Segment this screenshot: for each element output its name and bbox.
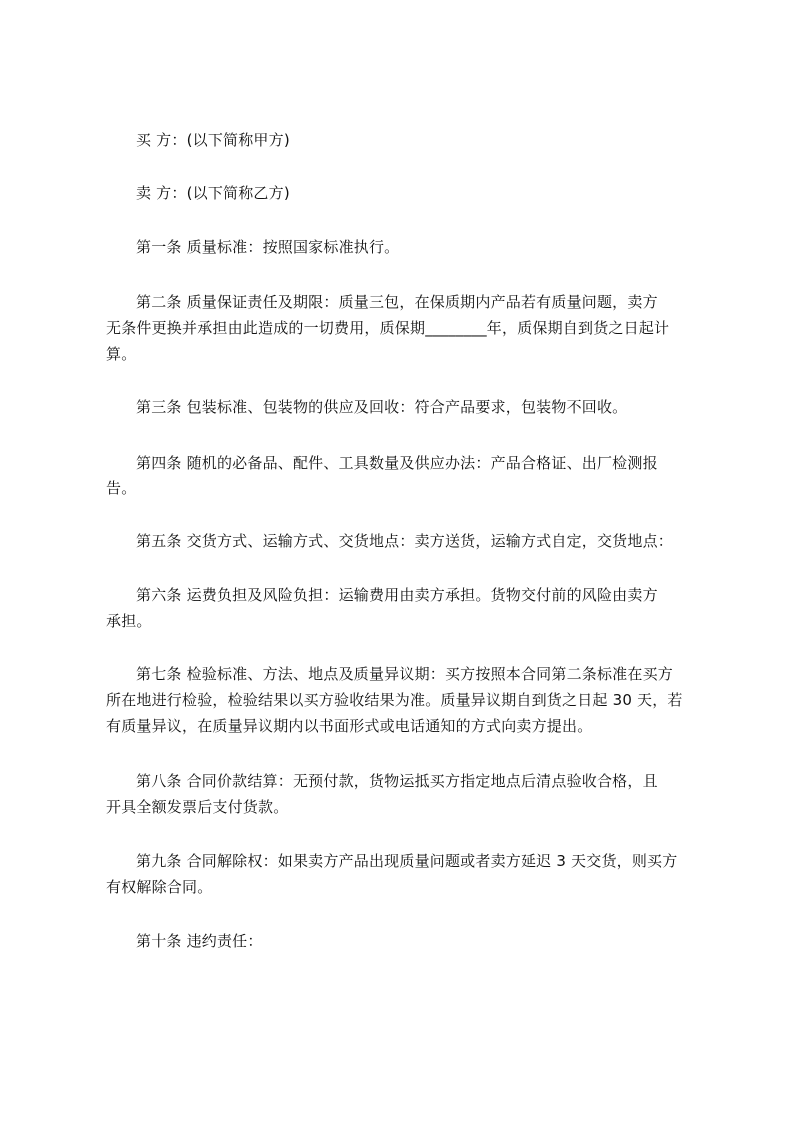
- article-6-line-2: 承担。: [106, 612, 152, 630]
- article-10-line-1: 第十条 违约责任：: [136, 932, 263, 950]
- article-8-line-2: 开具全额发票后支付货款。: [106, 798, 289, 816]
- article-9-line-2: 有权解除合同。: [106, 878, 213, 896]
- article-8-line-1: 第八条 合同价款结算：无预付款，货物运抵买方指定地点后清点验收合格，且: [136, 772, 658, 790]
- seller-line: 卖 方：(以下简称乙方): [136, 184, 290, 202]
- article-9-line-1: 第九条 合同解除权：如果卖方产品出现质量问题或者卖方延迟 3 天交货，则买方: [136, 852, 678, 870]
- article-7-line-1: 第七条 检验标准、方法、地点及质量异议期：买方按照本合同第二条标准在买方: [136, 665, 673, 683]
- article-4-line-2: 告。: [106, 479, 137, 497]
- article-1-line-1: 第一条 质量标准：按照国家标准执行。: [136, 238, 400, 256]
- article-6-line-1: 第六条 运费负担及风险负担：运输费用由卖方承担。货物交付前的风险由卖方: [136, 586, 658, 604]
- article-7-line-2: 所在地进行检验，检验结果以买方验收结果为准。质量异议期自到货之日起 30 天，若: [106, 691, 683, 709]
- article-2-line-1: 第二条 质量保证责任及期限：质量三包，在保质期内产品若有质量问题，卖方: [136, 293, 658, 311]
- article-7-line-3: 有质量异议，在质量异议期内以书面形式或电话通知的方式向卖方提出。: [106, 717, 593, 735]
- article-3-line-1: 第三条 包装标准、包装物的供应及回收：符合产品要求，包装物不回收。: [136, 398, 628, 416]
- article-2-line-3: 算。: [106, 345, 137, 363]
- article-2-line-2: 无条件更换并承担由此造成的一切费用，质保期________年，质保期自到货之日起计: [106, 319, 670, 337]
- buyer-line: 买 方：(以下简称甲方): [136, 131, 290, 149]
- article-4-line-1: 第四条 随机的必备品、配件、工具数量及供应办法：产品合格证、出厂检测报: [136, 454, 658, 472]
- article-5-line-1: 第五条 交货方式、运输方式、交货地点：卖方送货，运输方式自定，交货地点：: [136, 532, 673, 550]
